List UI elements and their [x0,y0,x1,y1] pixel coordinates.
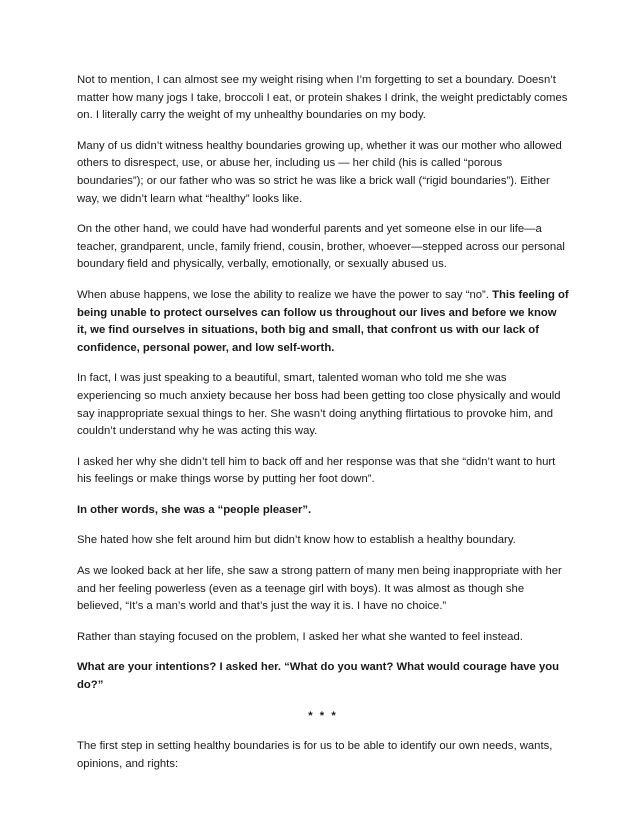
abuse-effects-plain: When abuse happens, we lose the ability to realize we have the power to say “no”. [77,288,493,301]
paragraph-asked-why: I asked her why she didn’t tell him to back off and her response was that she “didn’t want to hurt his feelings or make things worse by putting her foot down”. [77,455,556,486]
paragraph-childhood-boundaries: Many of us didn’t witness healthy boundaries growing up, whether it was our mother who allowed others to disrespect, use, or abuse her, including us — her child (his is called “porous boundaries”); or our father who was so strict he was like a brick wall (“rigid boundaries”). Either way, we didn’t learn what “healthy” looks like. [77,139,562,205]
paragraph-abuse-effects [77,287,569,357]
section-separator: * * * [308,709,338,722]
paragraph-hated: She hated how she felt around him but didn’t know how to establish a healthy boundary. [77,534,516,547]
document-page [77,72,569,786]
paragraph-first-step: The first step in setting healthy boundaries is for us to be able to identify our own needs, wants, opinions, and rights: [77,740,553,770]
paragraph-woman-story: In fact, I was just speaking to a beautiful, smart, talented woman who told me she was experiencing so much anxiety because her boss had been getting too close physically and would say inappropriate sexual things to her. She wasn’t doing anything flirtatious to provoke him, and couldn’t understand why he was acting this way. [77,372,561,438]
paragraph-rather: Rather than staying focused on the problem, I asked her what she wanted to feel instead. [77,630,523,643]
paragraph-pattern: As we looked back at her life, she saw a strong pattern of many men being inappropriate with her and her feeling powerless (even as a teenage girl with boys). It was almost as though she believed, “It’s a man’s world and that’s just the way it is. I have no choice.” [77,565,562,613]
abuse-effects-bold: This feeling of being unable to protect ourselves can follow us throughout our lives and before we know it, we find ourselves in situations, both big and small, that confront us with our lack of confidence, personal power, and low self-worth. [77,288,569,354]
paragraph-intentions: What are your intentions? I asked her. “What do you want? What would courage have you do?” [77,661,560,692]
paragraph-people-pleaser: In other words, she was a “people pleaser”. [77,503,312,516]
paragraph-weight: Not to mention, I can almost see my weight rising when I’m forgetting to set a boundary. Doesn’t matter how many jogs I take, broccoli I eat, or protein shakes I drink, the weight predictably comes on. I literally carry the weight of my unhealthy boundaries on my body. [77,74,568,122]
paragraph-other-abuse: On the other hand, we could have had wonderful parents and yet someone else in our life—a teacher, grandparent, uncle, family friend, cousin, brother, whoever—stepped across our personal boundary field and physically, verbally, emotionally, or sexually abused us. [77,223,565,271]
